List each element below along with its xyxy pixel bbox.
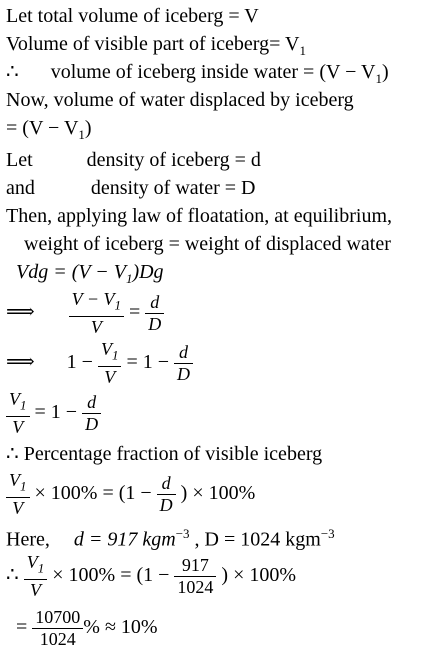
text-floatation: Then, applying law of floatation, at equilibrium, xyxy=(6,205,393,227)
text-weight-balance: weight of iceberg = weight of displaced water xyxy=(24,233,391,255)
fraction-v1-over-v xyxy=(6,470,30,519)
line-total-volume xyxy=(6,4,259,28)
numerator-text: V xyxy=(9,470,20,491)
denominator-text: V xyxy=(98,366,122,388)
fraction-v1-over-v xyxy=(24,552,48,601)
fraction-d-over-D xyxy=(145,292,164,335)
text-and: and xyxy=(6,177,35,199)
therefore-symbol: ∴ xyxy=(6,564,19,586)
denominator-text: 1024 xyxy=(174,576,216,598)
line-weight-balance xyxy=(24,232,391,256)
denominator-text: V xyxy=(6,416,30,438)
text-percentage-heading: ∴ Percentage fraction of visible iceberg xyxy=(6,443,323,465)
fraction-10700-over-1024 xyxy=(32,607,83,650)
text-equation-vdg: Vdg = (V − V xyxy=(16,261,126,283)
equals-symbol: = xyxy=(16,616,28,638)
text-equals-one-minus: = 1 − xyxy=(34,401,78,423)
line-inside-water: ∴ volume of iceberg inside water = $(V - V_1)$ xyxy=(6,61,389,86)
denominator-text: V xyxy=(24,579,48,601)
numerator-text: d xyxy=(150,291,160,312)
fraction-d-over-D xyxy=(157,473,176,516)
text-density-iceberg: density of iceberg = d xyxy=(86,149,261,171)
text-D-value: , D = 1024 kgm xyxy=(189,528,321,551)
denominator-text: D xyxy=(174,363,193,385)
text-total-volume: Let total volume of iceberg = V xyxy=(6,5,259,27)
text-let: Let xyxy=(6,149,33,171)
denominator-text: V xyxy=(69,316,124,338)
line-ratio xyxy=(6,388,101,438)
denominator-text: D xyxy=(157,494,176,516)
line-substitution xyxy=(6,550,296,601)
therefore-symbol: ∴ xyxy=(6,61,19,83)
numerator-text: V xyxy=(26,552,38,573)
implies-symbol: ⟹ xyxy=(6,301,35,323)
text-approx-result: % ≈ 10% xyxy=(83,616,158,638)
line-percentage-heading xyxy=(6,442,322,466)
line-density-water xyxy=(6,176,255,200)
line-displaced-value: = $(V - V_1)$ xyxy=(6,117,92,142)
line-density-iceberg xyxy=(6,148,261,172)
fraction-917-over-1024 xyxy=(174,555,216,598)
subscript: 1 xyxy=(375,71,382,86)
numerator-text: d xyxy=(179,341,189,362)
denominator-text: V xyxy=(6,497,30,519)
superscript: −3 xyxy=(175,526,190,541)
text-displaced-water: Now, volume of water displaced by iceberg xyxy=(6,89,354,111)
numerator-text: d xyxy=(87,391,97,412)
text-times-100: × 100% xyxy=(52,564,116,586)
text-here: Here, xyxy=(6,528,50,551)
text-visible-volume: Volume of visible part of iceberg= V xyxy=(6,33,300,55)
subscript: 1 xyxy=(20,397,27,413)
line-visible-volume xyxy=(6,32,306,63)
implies-symbol: ⟹ xyxy=(6,351,35,373)
numerator-text: V xyxy=(9,389,20,410)
line-percentage-formula xyxy=(6,468,255,519)
text-equals-paren: = (1 − xyxy=(102,482,152,504)
line-displaced-water xyxy=(6,88,354,112)
numerator-text: V − V xyxy=(71,289,115,310)
fraction-v1-over-v xyxy=(6,389,30,438)
text-one-minus: 1 − xyxy=(66,351,93,373)
fraction-d-over-D xyxy=(174,342,193,385)
line-floatation xyxy=(6,204,392,228)
line-implies-2 xyxy=(6,338,193,388)
text-dg: )Dg xyxy=(132,261,164,283)
text-density-water: density of water = D xyxy=(90,177,256,199)
text-equals-paren: = (1 − xyxy=(120,564,170,586)
line-equation-vdg xyxy=(16,260,164,291)
fraction-v1-over-v xyxy=(98,339,122,388)
text-close-times: ) × 100% xyxy=(221,564,297,586)
text-d-value: d = 917 kgm xyxy=(73,528,176,551)
numerator-text: 917 xyxy=(181,554,209,575)
subscript: 1 xyxy=(125,271,133,286)
subscript: 1 xyxy=(20,478,27,494)
numerator-text: V xyxy=(100,339,112,360)
subscript: 1 xyxy=(78,127,85,142)
superscript: −3 xyxy=(320,526,335,541)
numerator-text: 10700 xyxy=(35,606,81,627)
line-result xyxy=(16,602,158,652)
subscript: 1 xyxy=(114,297,121,313)
denominator-text: D xyxy=(82,413,101,435)
fraction-d-over-D xyxy=(82,392,101,435)
text-equals-one-minus: = 1 − xyxy=(126,351,170,373)
text-inside-water: volume of iceberg inside water = (V − V xyxy=(50,61,376,83)
text-times-100: × 100% xyxy=(34,482,98,504)
denominator-text: D xyxy=(145,313,164,335)
fraction-v-minus-v1-over-v xyxy=(69,289,124,338)
line-given-values xyxy=(6,522,335,552)
text-close-times: ) × 100% xyxy=(180,482,256,504)
numerator-text: d xyxy=(161,472,171,493)
subscript: 1 xyxy=(299,43,306,58)
subscript: 1 xyxy=(111,347,119,363)
denominator-text: 1024 xyxy=(32,628,83,650)
subscript: 1 xyxy=(37,560,45,576)
equals-symbol: = xyxy=(128,301,141,323)
text-displaced-value: = (V − V xyxy=(6,117,79,139)
line-implies-1 xyxy=(6,288,164,338)
